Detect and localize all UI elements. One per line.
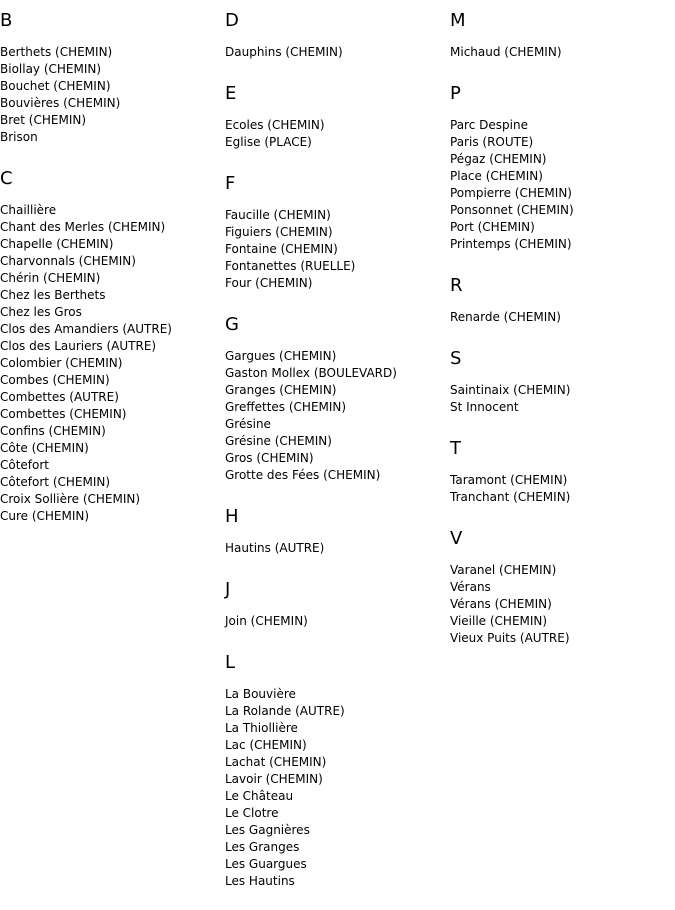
street-item: Gros (CHEMIN) (225, 451, 314, 465)
letter-heading: V (450, 528, 463, 549)
street-index-column-2 (225, 8, 445, 910)
street-item: Cure (CHEMIN) (0, 509, 90, 523)
letter-heading: B (0, 10, 13, 31)
street-item: Vérans (CHEMIN) (450, 597, 552, 611)
street-item: Paris (ROUTE) (450, 135, 534, 149)
street-item: Biollay (CHEMIN) (0, 62, 102, 76)
letter-heading: T (450, 438, 461, 459)
street-item: Combes (CHEMIN) (0, 373, 110, 387)
street-item: Fontaine (CHEMIN) (225, 242, 338, 256)
street-item: Taramont (CHEMIN) (450, 473, 568, 487)
street-item: Les Granges (225, 840, 300, 854)
street-list (450, 562, 670, 647)
street-item: Vérans (450, 580, 491, 594)
street-item: Ponsonnet (CHEMIN) (450, 203, 574, 217)
letter-group-p (450, 81, 670, 253)
letter-group-v (450, 526, 670, 647)
street-item: Combettes (CHEMIN) (0, 407, 127, 421)
letter-group-j (225, 577, 445, 630)
street-item: Place (CHEMIN) (450, 169, 543, 183)
letter-group-t (450, 436, 670, 506)
letter-group-f (225, 171, 445, 292)
street-list (0, 44, 220, 146)
street-item: Croix Sollière (CHEMIN) (0, 492, 141, 506)
street-item: Les Guargues (225, 857, 307, 871)
street-item: Renarde (CHEMIN) (450, 310, 561, 324)
street-item: Gaston Mollex (BOULEVARD) (225, 366, 397, 380)
street-item: Varanel (CHEMIN) (450, 563, 557, 577)
letter-group-c (0, 166, 220, 525)
letter-group-h (225, 504, 445, 557)
letter-group-r (450, 273, 670, 326)
street-item: Port (CHEMIN) (450, 220, 535, 234)
street-item: Lac (CHEMIN) (225, 738, 307, 752)
street-list (0, 202, 220, 525)
street-item: Grésine (225, 417, 271, 431)
street-list (225, 540, 445, 557)
street-item: Bouvières (CHEMIN) (0, 96, 121, 110)
street-item: St Innocent (450, 400, 519, 414)
street-item: Hautins (AUTRE) (225, 541, 325, 555)
letter-group-m (450, 8, 670, 61)
street-item: La Rolande (AUTRE) (225, 704, 345, 718)
street-item: Colombier (CHEMIN) (0, 356, 123, 370)
street-item: La Bouvière (225, 687, 296, 701)
street-item: Côtefort (0, 458, 50, 472)
street-item: Vieille (CHEMIN) (450, 614, 548, 628)
street-item: Fontanettes (RUELLE) (225, 259, 356, 273)
letter-heading: P (450, 83, 461, 104)
street-index-column-3 (450, 8, 670, 667)
letter-group-e (225, 81, 445, 151)
letter-heading: S (450, 348, 462, 369)
street-item: Les Hautins (225, 874, 295, 888)
street-list (450, 472, 670, 506)
letter-heading: C (0, 168, 13, 189)
street-item: Charvonnals (CHEMIN) (0, 254, 136, 268)
street-item: Berthets (CHEMIN) (0, 45, 113, 59)
street-item: Confins (CHEMIN) (0, 424, 106, 438)
letter-group-b (0, 8, 220, 146)
letter-heading: L (225, 652, 236, 673)
street-list (450, 382, 670, 416)
street-index-column-1 (0, 8, 220, 545)
street-list (450, 117, 670, 253)
letter-group-l (225, 650, 445, 890)
letter-group-g (225, 312, 445, 484)
street-item: Michaud (CHEMIN) (450, 45, 562, 59)
letter-heading: F (225, 173, 236, 194)
street-item: Vieux Puits (AUTRE) (450, 631, 570, 645)
street-item: Join (CHEMIN) (225, 614, 308, 628)
street-item: Parc Despine (450, 118, 528, 132)
street-item: Lavoir (CHEMIN) (225, 772, 323, 786)
street-item: Figuiers (CHEMIN) (225, 225, 333, 239)
street-item: La Thiollière (225, 721, 298, 735)
street-list (225, 686, 445, 890)
street-list (225, 207, 445, 292)
street-item: Bouchet (CHEMIN) (0, 79, 111, 93)
street-list (225, 348, 445, 484)
street-item: Greffettes (CHEMIN) (225, 400, 347, 414)
street-list (225, 117, 445, 151)
street-item: Gargues (CHEMIN) (225, 349, 337, 363)
street-item: Le Clotre (225, 806, 279, 820)
letter-heading: D (225, 10, 239, 31)
letter-heading: M (450, 10, 466, 31)
street-list (225, 44, 445, 61)
street-item: Pompierre (CHEMIN) (450, 186, 572, 200)
street-item: Chez les Gros (0, 305, 82, 319)
letter-heading: G (225, 314, 239, 335)
street-item: Tranchant (CHEMIN) (450, 490, 571, 504)
street-item: Lachat (CHEMIN) (225, 755, 327, 769)
street-list (450, 309, 670, 326)
street-list (225, 613, 445, 630)
street-item: Printemps (CHEMIN) (450, 237, 572, 251)
street-item: Combettes (AUTRE) (0, 390, 119, 404)
street-list (450, 44, 670, 61)
street-item: Clos des Amandiers (AUTRE) (0, 322, 172, 336)
street-item: Faucille (CHEMIN) (225, 208, 331, 222)
street-item: Les Gagnières (225, 823, 310, 837)
street-item: Bret (CHEMIN) (0, 113, 87, 127)
street-item: Chant des Merles (CHEMIN) (0, 220, 166, 234)
street-item: Four (CHEMIN) (225, 276, 313, 290)
street-item: Eglise (PLACE) (225, 135, 312, 149)
street-item: Granges (CHEMIN) (225, 383, 337, 397)
street-item: Côte (CHEMIN) (0, 441, 89, 455)
street-item: Grésine (CHEMIN) (225, 434, 332, 448)
street-item: Chapelle (CHEMIN) (0, 237, 114, 251)
street-item: Le Château (225, 789, 294, 803)
street-item: Dauphins (CHEMIN) (225, 45, 343, 59)
street-item: Clos des Lauriers (AUTRE) (0, 339, 157, 353)
street-item: Ecoles (CHEMIN) (225, 118, 325, 132)
letter-group-d (225, 8, 445, 61)
letter-heading: J (225, 579, 231, 600)
letter-heading: E (225, 83, 237, 104)
street-item: Chérin (CHEMIN) (0, 271, 101, 285)
street-item: Chez les Berthets (0, 288, 106, 302)
street-item: Saintinaix (CHEMIN) (450, 383, 571, 397)
street-item: Chaillière (0, 203, 57, 217)
street-item: Côtefort (CHEMIN) (0, 475, 111, 489)
letter-group-s (450, 346, 670, 416)
street-item: Grotte des Fées (CHEMIN) (225, 468, 381, 482)
street-item: Pégaz (CHEMIN) (450, 152, 547, 166)
street-item: Brison (0, 130, 38, 144)
letter-heading: H (225, 506, 239, 527)
letter-heading: R (450, 275, 463, 296)
